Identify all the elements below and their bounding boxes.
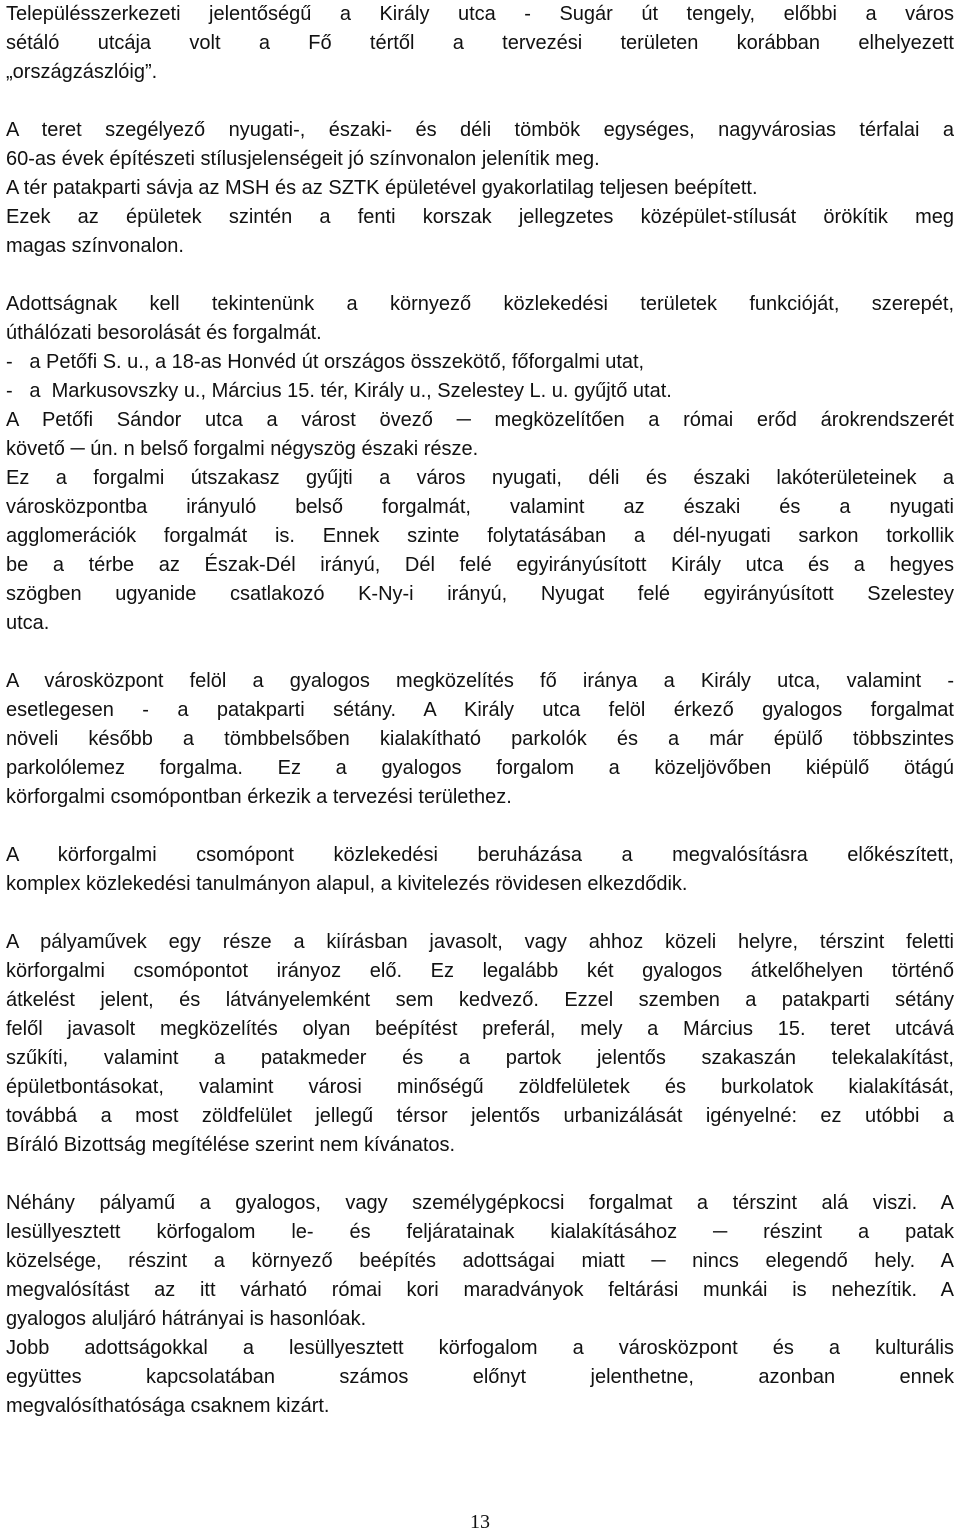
text-line: parkolólemez forgalma. Ez a gyalogos forgalom a közeljövőben kiépülő ötágú [6,757,954,779]
text-line: továbbá a most zöldfelület jellegű térsor jelentős urbanizálását igényelné: ez utóbbi a [6,1105,954,1127]
text-line: épületbontásokat, valamint városi minőségű zöldfelületek és burkolatok kialakítását, [6,1076,954,1098]
text-line: utca. [6,612,50,634]
paragraph-5 [6,841,954,899]
text-line: városközpontba irányuló belső forgalmát, valamint az északi és a nyugati [6,496,954,518]
document-page [6,0,954,1421]
text-line: közelsége, részint a környező beépítés adottságai miatt ─ nincs elegendő hely. A [6,1250,954,1272]
text-line: megvalósíthatósága csaknem kizárt. [6,1395,330,1417]
text-line: A körforgalmi csomópont közlekedési beruházása a megvalósításra előkészített, [6,844,954,866]
text-line: esetlegesen - a patakparti sétány. A Király utca felöl érkező gyalogos forgalmat [6,699,954,721]
text-line: sétáló utcája volt a Fő tértől a tervezési területen korábban elhelyezett [6,32,954,54]
text-line: szűkíti, valamint a patakmeder és a partok jelentős szakaszán telekalakítást, [6,1047,954,1069]
text-line: gyalogos aluljáró hátrányai is hasonlóak. [6,1308,367,1330]
list-item: - a Markusovszky u., Március 15. tér, Király u., Szelestey L. u. gyűjtő utat. [6,380,672,402]
text-line: be a térbe az Észak-Dél irányú, Dél felé egyirányúsított Király utca és a hegyes [6,554,954,576]
text-line: Néhány pályamű a gyalogos, vagy személygépkocsi forgalmat a térszint alá viszi. A [6,1192,954,1214]
paragraph-4 [6,667,954,812]
page-number: 13 [470,1511,490,1533]
text-line: Bíráló Bizottság megítélése szerint nem kívánatos. [6,1134,456,1156]
text-line: megvalósítást az itt várható római kori maradványok feltárási munkái is nehezítik. A [6,1279,954,1301]
paragraph-6 [6,928,954,1160]
text-line: szögben ugyanide csatlakozó K-Ny-i irányú, Nyugat felé egyirányúsított Szelestey [6,583,954,605]
text-line: A teret szegélyező nyugati-, északi- és déli tömbök egységes, nagyvárosias térfalai a [6,119,954,141]
text-line: lesüllyesztett körfogalom le- és feljáratainak kialakításához ─ részint a patak [6,1221,954,1243]
text-line: követő ─ ún. n belső forgalmi négyszög északi része. [6,438,479,460]
text-line: körforgalmi csomópontban érkezik a tervezési területhez. [6,786,512,808]
text-line: 60-as évek építészeti stílusjelenségeit jó színvonalon jelenítik meg. [6,148,600,170]
text-line: „országzászlóig”. [6,61,158,83]
text-line: Ezek az épületek szintén a fenti korszak jellegzetes középület-stílusát örökítik meg [6,206,954,228]
text-line: növeli később a tömbbelsőben kialakítható parkolók és a már épülő többszintes [6,728,954,750]
paragraph-3 [6,290,954,638]
text-line: A Petőfi Sándor utca a várost övező ─ megközelítően a római erőd árokrendszerét [6,409,954,431]
text-line: A városközpont felöl a gyalogos megközelítés fő iránya a Király utca, valamint - [6,670,954,692]
text-line: magas színvonalon. [6,235,184,257]
text-line: felől javasolt megközelítés olyan beépítést preferál, mely a Március 15. teret utcává [6,1018,954,1040]
text-line: Adottságnak kell tekintenünk a környező közlekedési területek funkcióját, szerepét, [6,293,954,315]
text-line: Jobb adottságokkal a lesüllyesztett körfogalom a városközpont és a kulturális [6,1337,954,1359]
text-line: Településszerkezeti jelentőségű a Király utca - Sugár út tengely, előbbi a város [6,3,954,25]
text-line: együttes kapcsolatában számos előnyt jelenthetne, azonban ennek [6,1366,954,1388]
text-line: agglomerációk forgalmát is. Ennek szinte folytatásában a dél-nyugati sarkon torkollik [6,525,954,547]
text-line: A pályaművek egy része a kiírásban javasolt, vagy ahhoz közeli helyre, térszint feletti [6,931,954,953]
paragraph-2 [6,116,954,261]
text-line: úthálózati besorolását és forgalmát. [6,322,322,344]
list-item: - a Petőfi S. u., a 18-as Honvéd út országos összekötő, főforgalmi utat, [6,351,645,373]
text-line: átkelést jelent, és látványelemként sem kedvező. Ezzel szemben a patakparti sétány [6,989,954,1011]
paragraph-1 [6,0,954,87]
text-line: körforgalmi csomópontot irányoz elő. Ez legalább két gyalogos átkelőhelyen történő [6,960,954,982]
text-line: Ez a forgalmi útszakasz gyűjti a város nyugati, déli és északi lakóterületeinek a [6,467,954,489]
text-line: A tér patakparti sávja az MSH és az SZTK épületével gyakorlatilag teljesen beépített. [6,177,758,199]
paragraph-7 [6,1189,954,1421]
text-line: komplex közlekedési tanulmányon alapul, a kivitelezés rövidesen elkezdődik. [6,873,688,895]
